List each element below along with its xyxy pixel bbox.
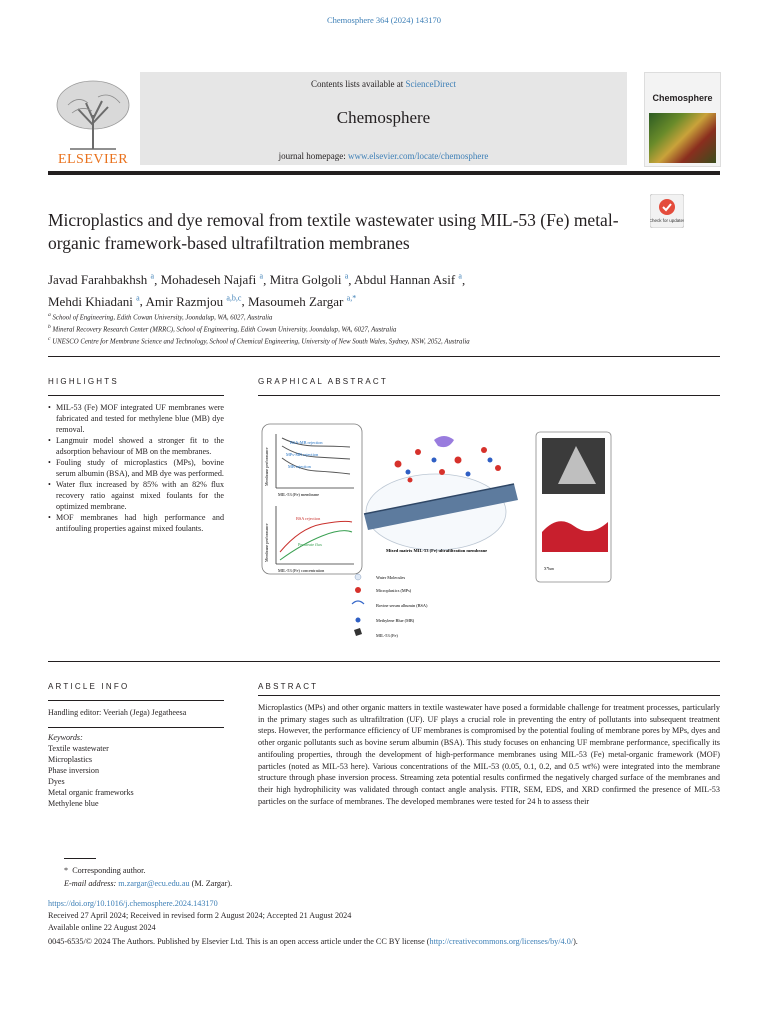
footnote-rule [64, 858, 96, 859]
highlight-item: • MOF membranes had high performance and antifouling properties against mixed foulants. [48, 512, 224, 534]
curve-label: BSA rejection [296, 516, 321, 521]
elsevier-tree-icon [57, 81, 129, 149]
license-link[interactable]: http://creativecommons.org/licenses/by/4.0/ [429, 937, 574, 946]
divider [48, 661, 720, 662]
svg-text:Membrane performance: Membrane performance [264, 447, 269, 486]
highlights-heading: HIGHLIGHTS [48, 377, 119, 386]
highlight-item: • Fouling study of microplastics (MPs), bovine serum albumin (BSA), and MB dye was performed. [48, 457, 224, 479]
contents-prefix: Contents lists available at [311, 79, 406, 89]
svg-text:Membrane performance: Membrane performance [264, 523, 269, 562]
curve-label: BSA-MB rejection [290, 440, 323, 445]
sciencedirect-link[interactable]: ScienceDirect [405, 79, 456, 89]
divider [258, 695, 720, 696]
keyword: Microplastics [48, 755, 93, 764]
ga-legend [352, 574, 428, 638]
email-link[interactable]: m.zargar@ecu.edu.au [118, 879, 190, 888]
author[interactable]: Mitra Golgoli $^a$ [269, 272, 349, 288]
highlight-item: • Langmuir model showed a stronger fit to the adsorption behaviour of MB on the membranes. [48, 435, 224, 457]
handling-editor: Handling editor: Veeriah (Jega) Jegatheesa [48, 708, 187, 717]
doi-link[interactable]: https://doi.org/10.1016/j.chemosphere.2024.143170 [48, 899, 218, 908]
svg-text:MIL-53 (Fe): MIL-53 (Fe) [376, 633, 398, 638]
homepage-link[interactable]: www.elsevier.com/locate/chemosphere [348, 151, 489, 161]
journal-cover[interactable] [644, 72, 721, 167]
svg-text:Microplastics (MPs): Microplastics (MPs) [376, 588, 412, 593]
svg-text:Bovine serum albumin (BSA): Bovine serum albumin (BSA) [376, 603, 428, 608]
curve-label: MPs-MB rejection [286, 452, 319, 457]
author[interactable]: Masoumeh Zargar $^{a,*}$ [247, 293, 357, 309]
affiliation: $^b$ Mineral Recovery Research Center (MRRC), School of Engineering, Edith Cowan University, Joondalup, WA, 6027, Australia [48, 324, 397, 334]
divider [258, 395, 720, 396]
journal-homepage-line [140, 151, 627, 161]
cover-title: Chemosphere [652, 93, 713, 103]
divider [48, 356, 720, 357]
cover-image [649, 113, 716, 163]
curve-label: Permeate flux [298, 542, 322, 547]
corresponding-note: * Corresponding author. [64, 866, 146, 875]
keyword: Metal organic frameworks [48, 788, 134, 797]
keyword: Methylene blue [48, 799, 99, 808]
article-title: Microplastics and dye removal from textile wastewater using MIL-53 (Fe) metal-organic framework-based ultrafiltration membranes [48, 210, 619, 253]
online-date: Available online 22 August 2024 [48, 923, 156, 932]
received-dates: Received 27 April 2024; Received in revised form 2 August 2024; Accepted 21 August 2024 [48, 911, 352, 920]
keyword: Phase inversion [48, 766, 100, 775]
author[interactable]: Amir Razmjou $^{a,b,c}$ [145, 293, 242, 309]
divider [48, 727, 224, 728]
header-rule [48, 171, 720, 175]
journal-citation[interactable]: Chemosphere 364 (2024) 143170 [326, 15, 442, 25]
svg-text:Water Molecules: Water Molecules [376, 575, 406, 580]
divider [48, 395, 224, 396]
author-list: Javad Farahbakhsh $^a$, Mohadeseh Najafi $^a$, Mitra Golgoli $^a$, Abdul Hannan Asif $^a$, Mehdi Khiadani $^a$, Amir Razmjou $^{a,b,c}$, Masoumeh Zargar $^{a,*}$ [48, 272, 466, 309]
abstract-text: Microplastics (MPs) and other organic matters in textile wastewater have posed a formidable challenge for treatment processes, particularly in the primary stages such as ultrafiltration (UF). UF plays a crucial role in preventing the entry of pollutants into subsequent treatment steps. However, the performance efficiency of UF membranes is compromised by the potential fouling of membrane pores by MPs, dyes and other organic pollutants such as bovine serum albumin (BSA). This study focuses on enhancing UF membrane performance, specifically its antifouling properties, through the development of high-performance membranes using MIL-53 (Fe) metal-organic framework (MOF) particles (noted as MIL-53 here). Various concentrations of the MIL-53 (0.05, 0.1, 0.2, and 0.5 wt%) were integrated into the membrane structure through phase inversion process. Streaming zeta potential results confirmed the negatively charged surface of the membranes and their high hydrophilicity was validated through contact angle analysis. FTIR, SEM, EDS, and XRD confirmed the presence of MIL-53 particles on the surface of membranes. The developed membranes were tested for 24 h to assess their [258, 703, 720, 806]
highlight-item: • MIL-53 (Fe) MOF integrated UF membranes were fabricated and tested for methylene blue (MB) dye removal. [48, 402, 224, 435]
article-info [48, 707, 224, 809]
keyword: Dyes [48, 777, 65, 786]
license-line: 0045-6535/© 2024 The Authors. Published by Elsevier Ltd. This is an open access article under the CC BY license (http://creativecommons.org/licenses/by/4.0/). [48, 937, 578, 946]
affiliation: $^c$ UNESCO Centre for Membrane Science and Technology, School of Chemical Engineering, University of New South Wales, Sydney, NSW, 2052, Australia [48, 336, 470, 346]
email-note: E-mail address: m.zargar@ecu.edu.au (M. Zargar). [64, 879, 233, 888]
elsevier-logo [48, 75, 138, 165]
contents-line [140, 79, 627, 89]
author[interactable]: Abdul Hannan Asif $^a$ [354, 272, 462, 288]
highlights-list [48, 402, 224, 534]
author[interactable]: Javad Farahbakhsh $^a$ [48, 272, 155, 288]
check-updates-icon [659, 199, 675, 215]
curve-label: MB rejection [288, 464, 311, 469]
svg-text:X*lum: X*lum [544, 567, 554, 571]
highlight-item: • Water flux increased by 85% with an 82% flux recovery ratio against mixed foulants for the optimized membrane. [48, 479, 224, 512]
elsevier-wordmark: ELSEVIER [57, 152, 129, 165]
journal-name[interactable]: Chemosphere [336, 108, 431, 127]
abstract-heading: ABSTRACT [258, 682, 319, 691]
graphical-abstract-heading: GRAPHICAL ABSTRACT [258, 377, 388, 386]
homepage-prefix: journal homepage: [278, 151, 349, 161]
author[interactable]: Mehdi Khiadani $^a$ [48, 293, 140, 309]
svg-text:MIL-53 (Fe) membrane: MIL-53 (Fe) membrane [278, 492, 320, 497]
svg-text:Methylene Blue (MB): Methylene Blue (MB) [376, 618, 415, 623]
affiliation: $^a$ School of Engineering, Edith Cowan University, Joondalup, WA, 6027, Australia [48, 312, 273, 322]
svg-text:MIL-53 (Fe) concentration: MIL-53 (Fe) concentration [278, 568, 325, 573]
author[interactable]: Mohadeseh Najafi $^a$ [160, 272, 264, 288]
keyword: Textile wastewater [48, 744, 109, 753]
check-for-updates-badge[interactable] [650, 194, 684, 228]
svg-text:Check for updates: Check for updates [650, 218, 684, 223]
divider [48, 700, 224, 701]
graphical-abstract-figure[interactable] [258, 402, 720, 650]
membrane-caption: Mixed matrix MIL-53 (Fe) ultrafiltration membrane [386, 548, 488, 553]
article-info-heading: ARTICLE INFO [48, 682, 130, 691]
keywords-label: Keywords: [48, 733, 83, 742]
